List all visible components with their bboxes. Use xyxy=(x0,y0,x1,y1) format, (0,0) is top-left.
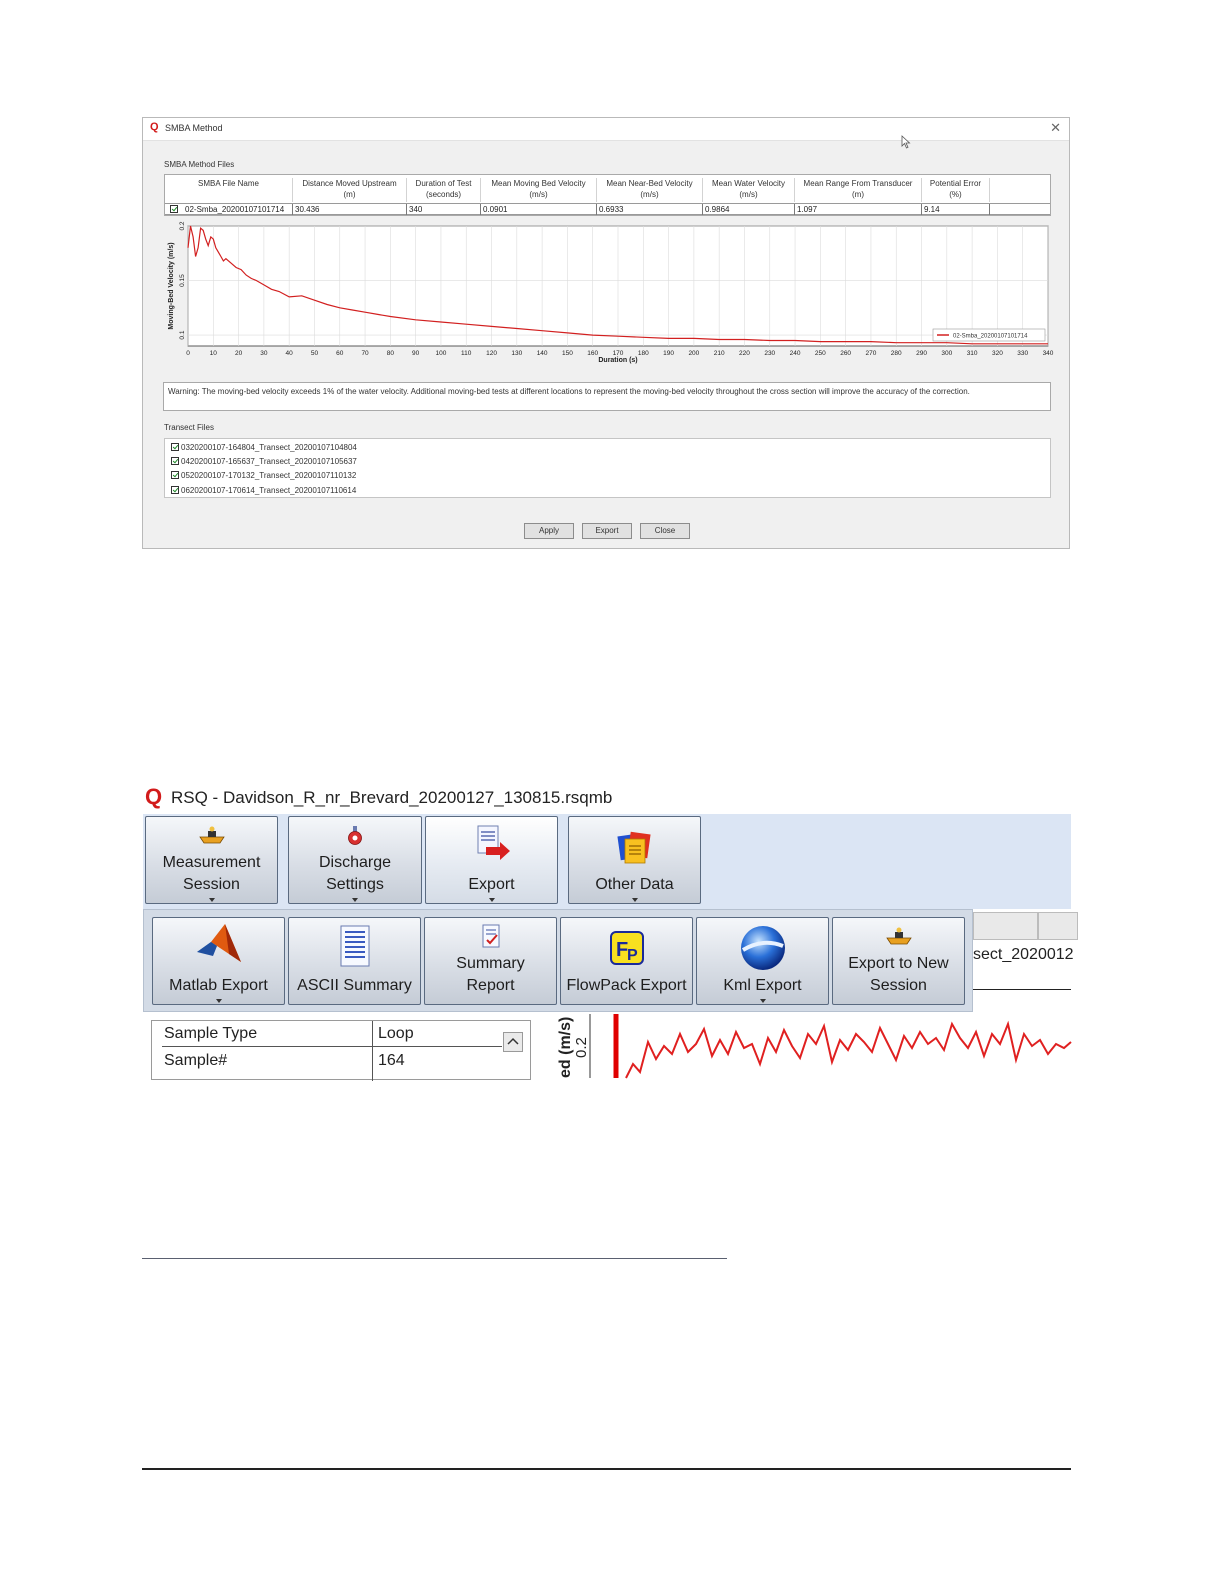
export-button[interactable]: Export xyxy=(582,523,632,539)
export-button[interactable]: Export xyxy=(425,816,558,904)
cell-file-name: 02-Smba_20200107101714 xyxy=(183,204,293,215)
x-tick-label: 70 xyxy=(361,350,369,357)
background-divider xyxy=(973,989,1071,990)
x-tick-label: 310 xyxy=(966,350,978,357)
column-header-mean-range[interactable]: Mean Range From Transducer (m) xyxy=(795,178,922,202)
measurement-session-button[interactable]: Measurement Session xyxy=(145,816,278,904)
cell-duration: 340 xyxy=(407,204,481,215)
smba-method-dialog xyxy=(142,117,1070,549)
x-tick-label: 240 xyxy=(789,350,801,357)
chevron-down-icon xyxy=(209,898,215,902)
y-axis-ticks xyxy=(179,221,186,340)
x-tick-label: 290 xyxy=(916,350,927,357)
column-header-near-bed-velocity[interactable]: Mean Near-Bed Velocity (m/s) xyxy=(597,178,703,202)
table-column-divider xyxy=(372,1021,373,1081)
report-icon xyxy=(479,924,503,950)
chevron-down-icon xyxy=(352,898,358,902)
apply-button[interactable]: Apply xyxy=(524,523,574,539)
y-tick-label: 0.15 xyxy=(179,274,186,287)
x-tick-label: 30 xyxy=(260,350,268,357)
x-tick-label: 80 xyxy=(386,350,394,357)
chevron-down-icon xyxy=(489,898,495,902)
column-header-distance[interactable]: Distance Moved Upstream (m) xyxy=(293,178,407,202)
x-tick-label: 100 xyxy=(435,350,447,357)
boat-icon xyxy=(198,825,226,847)
background-chart xyxy=(538,1004,1071,1078)
kml-export-button[interactable]: Kml Export xyxy=(696,917,829,1005)
x-tick-label: 20 xyxy=(234,350,243,357)
bg-chart-tick: 0.2 xyxy=(573,1037,590,1058)
x-tick-label: 170 xyxy=(612,350,624,357)
cell-moving-bed-velocity: 0.0901 xyxy=(481,204,597,215)
x-tick-label: 300 xyxy=(941,350,953,357)
x-tick-label: 160 xyxy=(587,350,599,357)
flowpack-export-button[interactable]: F P FlowPack Export xyxy=(560,917,693,1005)
x-tick-label: 190 xyxy=(663,350,675,357)
x-tick-label: 90 xyxy=(412,350,420,357)
flowpack-icon xyxy=(609,930,645,966)
row-checkbox[interactable] xyxy=(170,205,178,213)
app-logo-icon: Q xyxy=(145,784,163,809)
column-header-potential-error[interactable]: Potential Error (%) xyxy=(922,178,990,202)
x-axis-ticks xyxy=(186,350,1054,357)
x-tick-label: 210 xyxy=(713,350,725,357)
x-tick-label: 180 xyxy=(637,350,649,357)
x-tick-label: 220 xyxy=(739,350,750,357)
matlab-export-button[interactable]: Matlab Export xyxy=(152,917,285,1005)
globe-icon xyxy=(739,924,787,972)
table-row[interactable] xyxy=(165,203,1050,215)
properties-table xyxy=(151,1020,531,1080)
smba-files-group-label: SMBA Method Files xyxy=(164,160,235,169)
x-tick-label: 340 xyxy=(1042,350,1054,357)
chevron-down-icon xyxy=(216,999,222,1003)
svg-text:F: F xyxy=(615,939,628,961)
export-new-session-button[interactable]: Export to New Session xyxy=(832,917,965,1005)
x-tick-label: 140 xyxy=(536,350,548,357)
transect-files-list: 0320200107-164804_Transect_20200107104804 0420200107-165637_Transect_20200107105637 0520200107-170132_Transect_20200107110132 0620200107-170614_Transect_20200107110614 xyxy=(164,438,1051,498)
warning-message: Warning: The moving-bed velocity exceeds 1% of the water velocity. Additional moving-bed tests at different locations to represent the moving-bed velocity throughout the cross section will improve the accuracy of the correction. xyxy=(163,382,1051,411)
dialog-titlebar xyxy=(143,118,1069,141)
x-tick-label: 120 xyxy=(486,350,497,357)
transect-checkbox[interactable] xyxy=(171,471,179,479)
y-tick-label: 0.1 xyxy=(179,330,186,340)
close-icon[interactable]: ✕ xyxy=(1050,120,1061,135)
x-tick-label: 260 xyxy=(840,350,852,357)
matlab-icon xyxy=(195,922,243,968)
x-tick-label: 270 xyxy=(865,350,877,357)
cell-potential-error: 9.14 xyxy=(922,204,990,215)
app-logo-icon: Q xyxy=(150,121,159,133)
column-header-water-velocity[interactable]: Mean Water Velocity (m/s) xyxy=(703,178,795,202)
discharge-settings-button[interactable]: Discharge Settings xyxy=(288,816,422,904)
transect-checkbox[interactable] xyxy=(171,457,179,465)
x-tick-label: 110 xyxy=(461,350,472,357)
dialog-title: SMBA Method xyxy=(165,123,223,133)
background-tab-title: sect_2020012 xyxy=(973,946,1074,963)
ascii-summary-button[interactable]: ASCII Summary xyxy=(288,917,421,1005)
column-header-moving-bed-velocity[interactable]: Mean Moving Bed Velocity (m/s) xyxy=(481,178,597,202)
x-tick-label: 10 xyxy=(209,350,217,357)
smba-files-table xyxy=(164,174,1051,216)
x-tick-label: 0 xyxy=(186,350,190,357)
property-label: Sample Type xyxy=(164,1025,258,1042)
cell-mean-range: 1.097 xyxy=(795,204,922,215)
legend-entry: 02-Smba_20200107101714 xyxy=(953,333,1028,340)
bg-chart-series xyxy=(626,1024,1071,1078)
chevron-down-icon xyxy=(632,898,638,902)
x-axis-label: Duration (s) xyxy=(598,357,638,364)
documents-icon xyxy=(617,831,653,865)
x-tick-label: 40 xyxy=(285,350,293,357)
property-label: Sample# xyxy=(164,1052,228,1069)
close-button[interactable]: Close xyxy=(640,523,690,539)
x-tick-label: 320 xyxy=(991,350,1003,357)
rsq-window xyxy=(143,784,1074,1078)
transect-checkbox[interactable] xyxy=(171,443,179,451)
moving-bed-velocity-chart xyxy=(165,221,1054,364)
summary-report-button[interactable]: Summary Report xyxy=(424,917,557,1005)
cell-near-bed-velocity: 0.6933 xyxy=(597,204,703,215)
bg-chart-axis-label: ed (m/s) xyxy=(557,1016,574,1078)
transect-checkbox[interactable] xyxy=(171,486,179,494)
x-tick-label: 60 xyxy=(336,350,344,357)
page-footer-rule xyxy=(142,1468,1071,1470)
x-tick-label: 280 xyxy=(890,350,902,357)
property-value: Loop xyxy=(378,1025,414,1042)
export-icon xyxy=(472,823,512,863)
window-title: RSQ - Davidson_R_nr_Brevard_20200127_130815.rsqmb xyxy=(171,788,613,807)
background-tab[interactable] xyxy=(973,912,1038,940)
cell-distance: 30.436 xyxy=(293,204,407,215)
footnote-divider xyxy=(142,1258,727,1259)
cell-water-velocity: 0.9864 xyxy=(703,204,795,215)
y-axis-label: Moving-Bed Velocity (m/s) xyxy=(168,242,175,330)
chevron-up-icon xyxy=(504,1033,522,1051)
other-data-button[interactable]: Other Data xyxy=(568,816,701,904)
background-tab[interactable] xyxy=(1038,912,1078,940)
property-value: 164 xyxy=(378,1052,405,1069)
x-tick-label: 200 xyxy=(688,350,700,357)
y-tick-label: 0.2 xyxy=(179,221,186,231)
column-header-file-name[interactable]: SMBA File Name xyxy=(165,178,293,202)
x-tick-label: 250 xyxy=(814,350,826,357)
x-tick-label: 150 xyxy=(561,350,573,357)
column-header-duration[interactable]: Duration of Test (seconds) xyxy=(407,178,481,202)
chart-legend xyxy=(933,329,1045,341)
boat-icon xyxy=(885,926,913,948)
gear-flask-icon xyxy=(345,825,365,847)
x-tick-label: 50 xyxy=(310,350,319,357)
scroll-up-button[interactable] xyxy=(503,1032,523,1052)
x-tick-label: 130 xyxy=(511,350,523,357)
export-dropdown-menu xyxy=(143,909,973,1012)
x-tick-label: 230 xyxy=(764,350,776,357)
table-divider xyxy=(162,1046,502,1047)
chevron-down-icon xyxy=(760,999,766,1003)
svg-text:P: P xyxy=(626,947,638,964)
document-icon xyxy=(337,924,373,970)
transect-files-group-label: Transect Files xyxy=(164,423,214,432)
x-tick-label: 330 xyxy=(1017,350,1029,357)
mouse-cursor-icon xyxy=(901,135,911,149)
